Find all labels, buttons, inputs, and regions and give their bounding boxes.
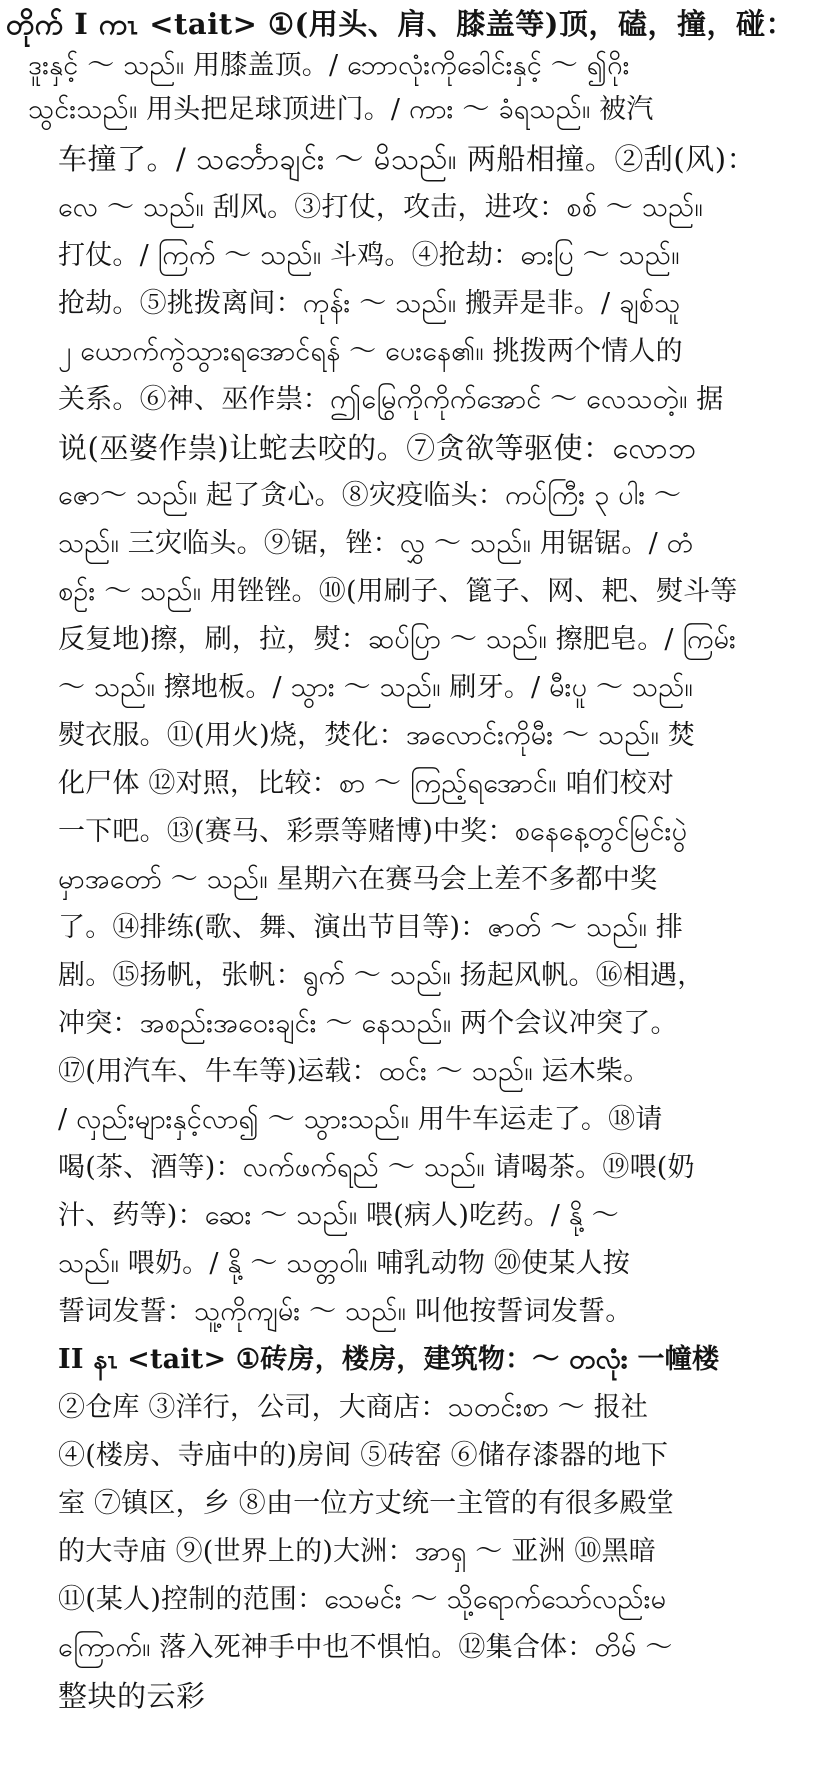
- entry-line: / လှည်းများနှင့်လာ၍ ～ သွားသည်။ 用牛车运走了。⑱请: [58, 1104, 663, 1135]
- entry-line: 化尸体 ⑫对照，比较：စာ ～ ကြည့်ရအောင်။ 咱们校对: [58, 768, 675, 799]
- entry-line: 打仗。/ ကြက် ～ သည်။ 斗鸡。④抢劫：ဓားပြ ～ သည်။: [58, 240, 680, 271]
- entry-line: II နၤ <tait> ①砖房，楼房，建筑物：～ တလုံး 一幢楼: [58, 1344, 720, 1375]
- entry-line: 反复地)擦，刷，拉，熨：ဆပ်ပြာ ～ သည်။ 擦肥皂。/ ကြမ်း: [58, 624, 737, 655]
- entry-line: မှာအတော် ～ သည်။ 星期六在赛马会上差不多都中奖: [58, 864, 658, 895]
- entry-line: 喝(茶、酒等)：လက်ဖက်ရည် ～ သည်။ 请喝茶。⑲喂(奶: [58, 1152, 695, 1183]
- entry-line: 车撞了。/ သင်္ဘောချင်း ～ မိသည်။ 两船相撞。②刮(风)：: [58, 142, 757, 176]
- entry-line: 一下吧。⑬(赛马、彩票等赌博)中奖：စနေနေ့တွင်မြင်းပွဲ: [58, 816, 688, 847]
- entry-line: ②仓库 ③洋行，公司，大商店：သတင်းစာ ～ 报社: [58, 1392, 649, 1423]
- entry-line: 冲突：အစည်းအဝေးချင်း ～ နေသည်။ 两个会议冲突了。: [58, 1008, 678, 1039]
- entry-line: ၂ ယောက်ကွဲသွားရအောင်ရန် ～ ပေးနေ၏။ 挑拨两个情人的: [58, 336, 683, 367]
- entry-line: ဇော～ သည်။ 起了贪心。⑧灾疫临头：ကပ်ကြီး ၃ ပါး ～: [58, 480, 682, 511]
- entry-line: သည်။ 三灾临头。⑨锯，锉：လွှ ～ သည်။ 用锯锯。/ တံ: [58, 528, 694, 559]
- entry-line: 熨衣服。⑪(用火)烧，焚化：အလောင်းကိုမီး ～ သည်။ 焚: [58, 720, 695, 751]
- entry-line: တိုက် I ကၤ <tait> ①(用头、肩、膝盖等)顶，磕，撞，碰：: [6, 7, 795, 41]
- entry-line: 剧。⑮扬帆，张帆：ရွက် ～ သည်။ 扬起风帆。⑯相遇，: [58, 960, 705, 991]
- entry-line: ⑰(用汽车、牛车等)运载：ထင်း ～ သည်။ 运木柴。: [58, 1056, 651, 1087]
- entry-line: စဉ်း ～ သည်။ 用锉锉。⑩(用刷子、篦子、网、耙、熨斗等: [58, 576, 738, 607]
- entry-line: 关系。⑥神、巫作祟：ဤမြွေကိုကိုက်အောင် ～ လေသတဲ့။ 据: [58, 384, 724, 415]
- entry-line: ဒူးနှင့် ～ သည်။ 用膝盖顶。/ ဘောလုံးကိုခေါင်းနှင့် ～ ၍ဂိုး: [28, 50, 630, 81]
- entry-line: 誓词发誓：သူ့ကိုကျမ်း ～ သည်။ 叫他按誓词发誓。: [58, 1296, 633, 1327]
- entry-line: 的大寺庙 ⑨(世界上的)大洲：အာရှ ～ 亚洲 ⑩黑暗: [58, 1536, 656, 1567]
- entry-line: 说(巫婆作祟)让蛇去咬的。⑦贪欲等驱使：လောဘ: [58, 431, 697, 465]
- entry-line: 了。⑭排练(歌、舞、演出节目等)：ဇာတ် ～ သည်။ 排: [58, 912, 684, 943]
- entry-line: သွင်းသည်။ 用头把足球顶进门。/ ကား ～ ခံရသည်။ 被汽: [28, 94, 654, 125]
- entry-line: ကြောက်။ 落入死神手中也不惧怕。⑫集合体：တိမ် ～: [58, 1632, 673, 1663]
- entry-line: 整块的云彩: [58, 1679, 206, 1713]
- entry-line: သည်။ 喂奶。/ နို့ ～ သတ္တဝါ။ 哺乳动物 ⑳使某人按: [58, 1248, 630, 1279]
- entry-line: 汁、药等)：ဆေး ～ သည်။ 喂(病人)吃药。/ နို့ ～: [58, 1200, 619, 1231]
- entry-line: ⑪(某人)控制的范围：သေမင်း ～ သို့ရောက်သော်လည်းမ: [58, 1584, 667, 1615]
- entry-line: 抢劫。⑤挑拨离间：ကုန်း ～ သည်။ 搬弄是非。/ ချစ်သူ: [58, 288, 681, 319]
- entry-line: ～ သည်။ 擦地板。/ သွား ～ သည်။ 刷牙。/ မီးပူ ～ သည်။: [58, 672, 693, 703]
- entry-line: 室 ⑦镇区，乡 ⑧由一位方丈统一主管的有很多殿堂: [58, 1488, 674, 1519]
- entry-line: လေ ～ သည်။ 刮风。③打仗，攻击，进攻：စစ် ～ သည်။: [58, 192, 703, 223]
- entry-line: ④(楼房、寺庙中的)房间 ⑤砖窑 ⑥储存漆器的地下: [58, 1440, 669, 1471]
